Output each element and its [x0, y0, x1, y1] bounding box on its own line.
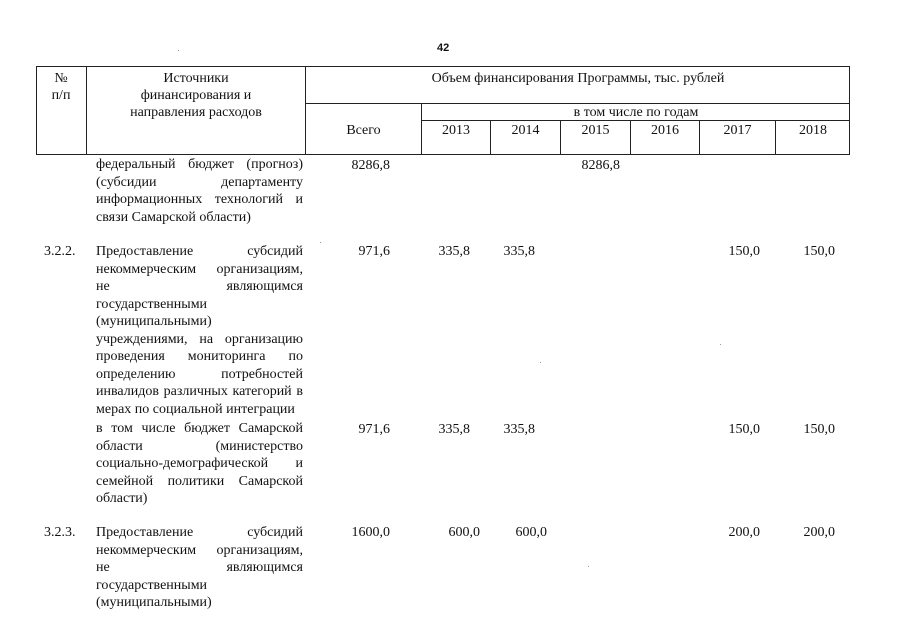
row-value-2017: 200,0: [728, 525, 760, 540]
header-year: 2016: [651, 123, 679, 138]
row-value-2013: 335,8: [438, 422, 470, 437]
row-description: Предоставление субсидий некоммерческим организациям, не являющимся государственными (муниципальными) учреждениями, на организацию проведения мониторинга по определению потребностей инвалидов различных категорий в мерах по социальной интеграции: [96, 244, 303, 417]
header-year: 2018: [799, 123, 827, 138]
header-number: № п/п: [51, 71, 71, 103]
row-value-2018: 150,0: [803, 244, 835, 259]
row-description: федеральный бюджет (прогноз) (субсидии департаменту информационных технологий и связи Самарской области): [96, 157, 303, 225]
row-value-2013: 600,0: [448, 525, 480, 540]
row-value-2014: 335,8: [503, 422, 535, 437]
header-total: Всего: [346, 123, 381, 138]
row-value-2018: 150,0: [803, 422, 835, 437]
row-description: Предоставление субсидий некоммерческим организациям, не являющимся государственными (муниципальными): [96, 525, 303, 610]
row-number: 3.2.2.: [44, 244, 76, 259]
scan-speck: [320, 242, 321, 243]
row-total: 971,6: [358, 422, 390, 437]
scan-speck: [588, 566, 589, 567]
row-total: 8286,8: [351, 158, 390, 173]
scan-speck: [178, 50, 179, 51]
row-value-2014: 600,0: [515, 525, 547, 540]
header-volume: Объем финансирования Программы, тыс. рублей: [431, 71, 725, 86]
header-source: Источники финансирования и направления расходов: [130, 71, 262, 120]
scan-speck: [540, 362, 541, 363]
row-value-2015: 8286,8: [581, 158, 620, 173]
header-including: в том числе по годам: [573, 105, 699, 120]
row-number: 3.2.3.: [44, 525, 76, 540]
page-number: 42: [437, 42, 450, 54]
row-value-2017: 150,0: [728, 244, 760, 259]
header-year: 2015: [581, 123, 610, 138]
header-year: 2014: [511, 123, 540, 138]
row-value-2017: 150,0: [728, 422, 760, 437]
row-description: в том числе бюджет Самарской области (министерство социально-демографической и семейной политики Самарской области): [96, 421, 303, 506]
row-value-2014: 335,8: [503, 244, 535, 259]
header-year: 2017: [723, 123, 752, 138]
row-value-2018: 200,0: [803, 525, 835, 540]
scan-speck: [720, 344, 721, 345]
row-value-2013: 335,8: [438, 244, 470, 259]
row-total: 971,6: [358, 244, 390, 259]
row-total: 1600,0: [351, 525, 390, 540]
header-year: 2013: [442, 123, 470, 138]
